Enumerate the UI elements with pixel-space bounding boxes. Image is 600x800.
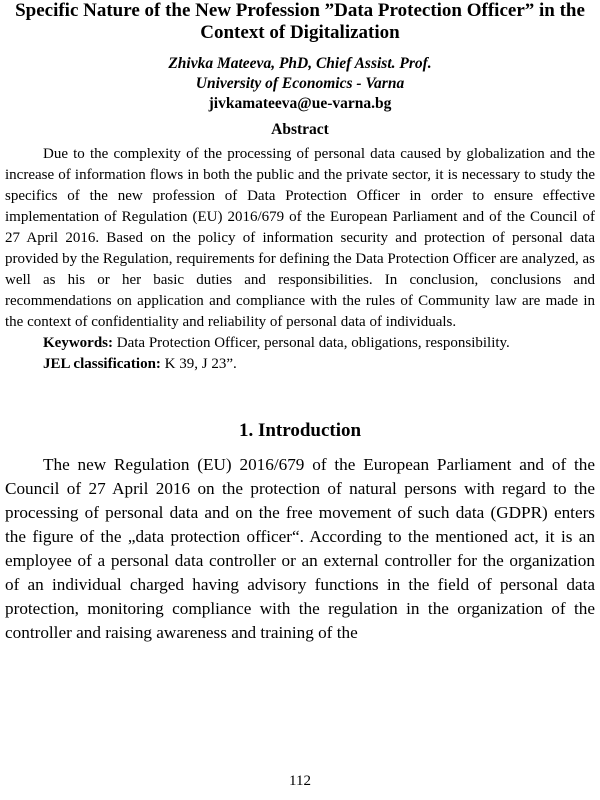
page-number: 112	[289, 773, 311, 789]
author-email: jivkamateeva@ue-varna.bg	[208, 95, 392, 112]
keywords-line	[5, 333, 595, 354]
section-body-text: The new Regulation (EU) 2016/679 of the European Parliament and of the Council of 27 April 2016 on the protection of natural persons with regard to the processing of personal data and on the free movement of such data (GDPR) enters the figure of the „data protection officer“. According to the mentioned act, it is an employee of a personal data controller or an external controller for the organization of an individual charged having advisory functions in the field of personal data protection, monitoring compliance with the regulation in the organization of the controller and raising awareness and training of the	[5, 455, 595, 642]
author-affiliation: University of Economics - Varna	[195, 75, 405, 92]
jel-label: JEL classification:	[43, 356, 161, 372]
jel-line	[5, 354, 595, 375]
keywords-text: Data Protection Officer, personal data, obligations, responsibility.	[116, 335, 510, 351]
author-name: Zhivka Mateeva, PhD, Chief Assist. Prof.	[168, 55, 432, 72]
keywords-label: Keywords:	[43, 335, 113, 351]
abstract-heading: Abstract	[271, 121, 329, 138]
jel-text: K 39, J 23”.	[164, 356, 237, 372]
author-block	[5, 54, 595, 114]
section-heading: 1. Introduction	[238, 420, 362, 441]
abstract-text: Due to the complexity of the processing of personal data caused by globalization and the increase of information flows in both the public and the private sector, it is necessary to study the specifics of the new profession of Data Protection Officer in order to ensure effective implementation of Regulation (EU) 2016/679 of the European Parliament and of the Council of 27 April 2016. Based on the policy of information security and protection of personal data provided by the Regulation, requirements for defining the Data Protection Officer are analyzed, as well as his or her basic duties and responsibilities. In conclusion, conclusions and recommendations on application and compliance with the rules of Community law are made in the context of confidentiality and reliability of personal data of individuals.	[5, 146, 595, 330]
paper-title: Specific Nature of the New Profession ”Data Protection Officer” in the Context of Digitalization	[15, 0, 585, 43]
